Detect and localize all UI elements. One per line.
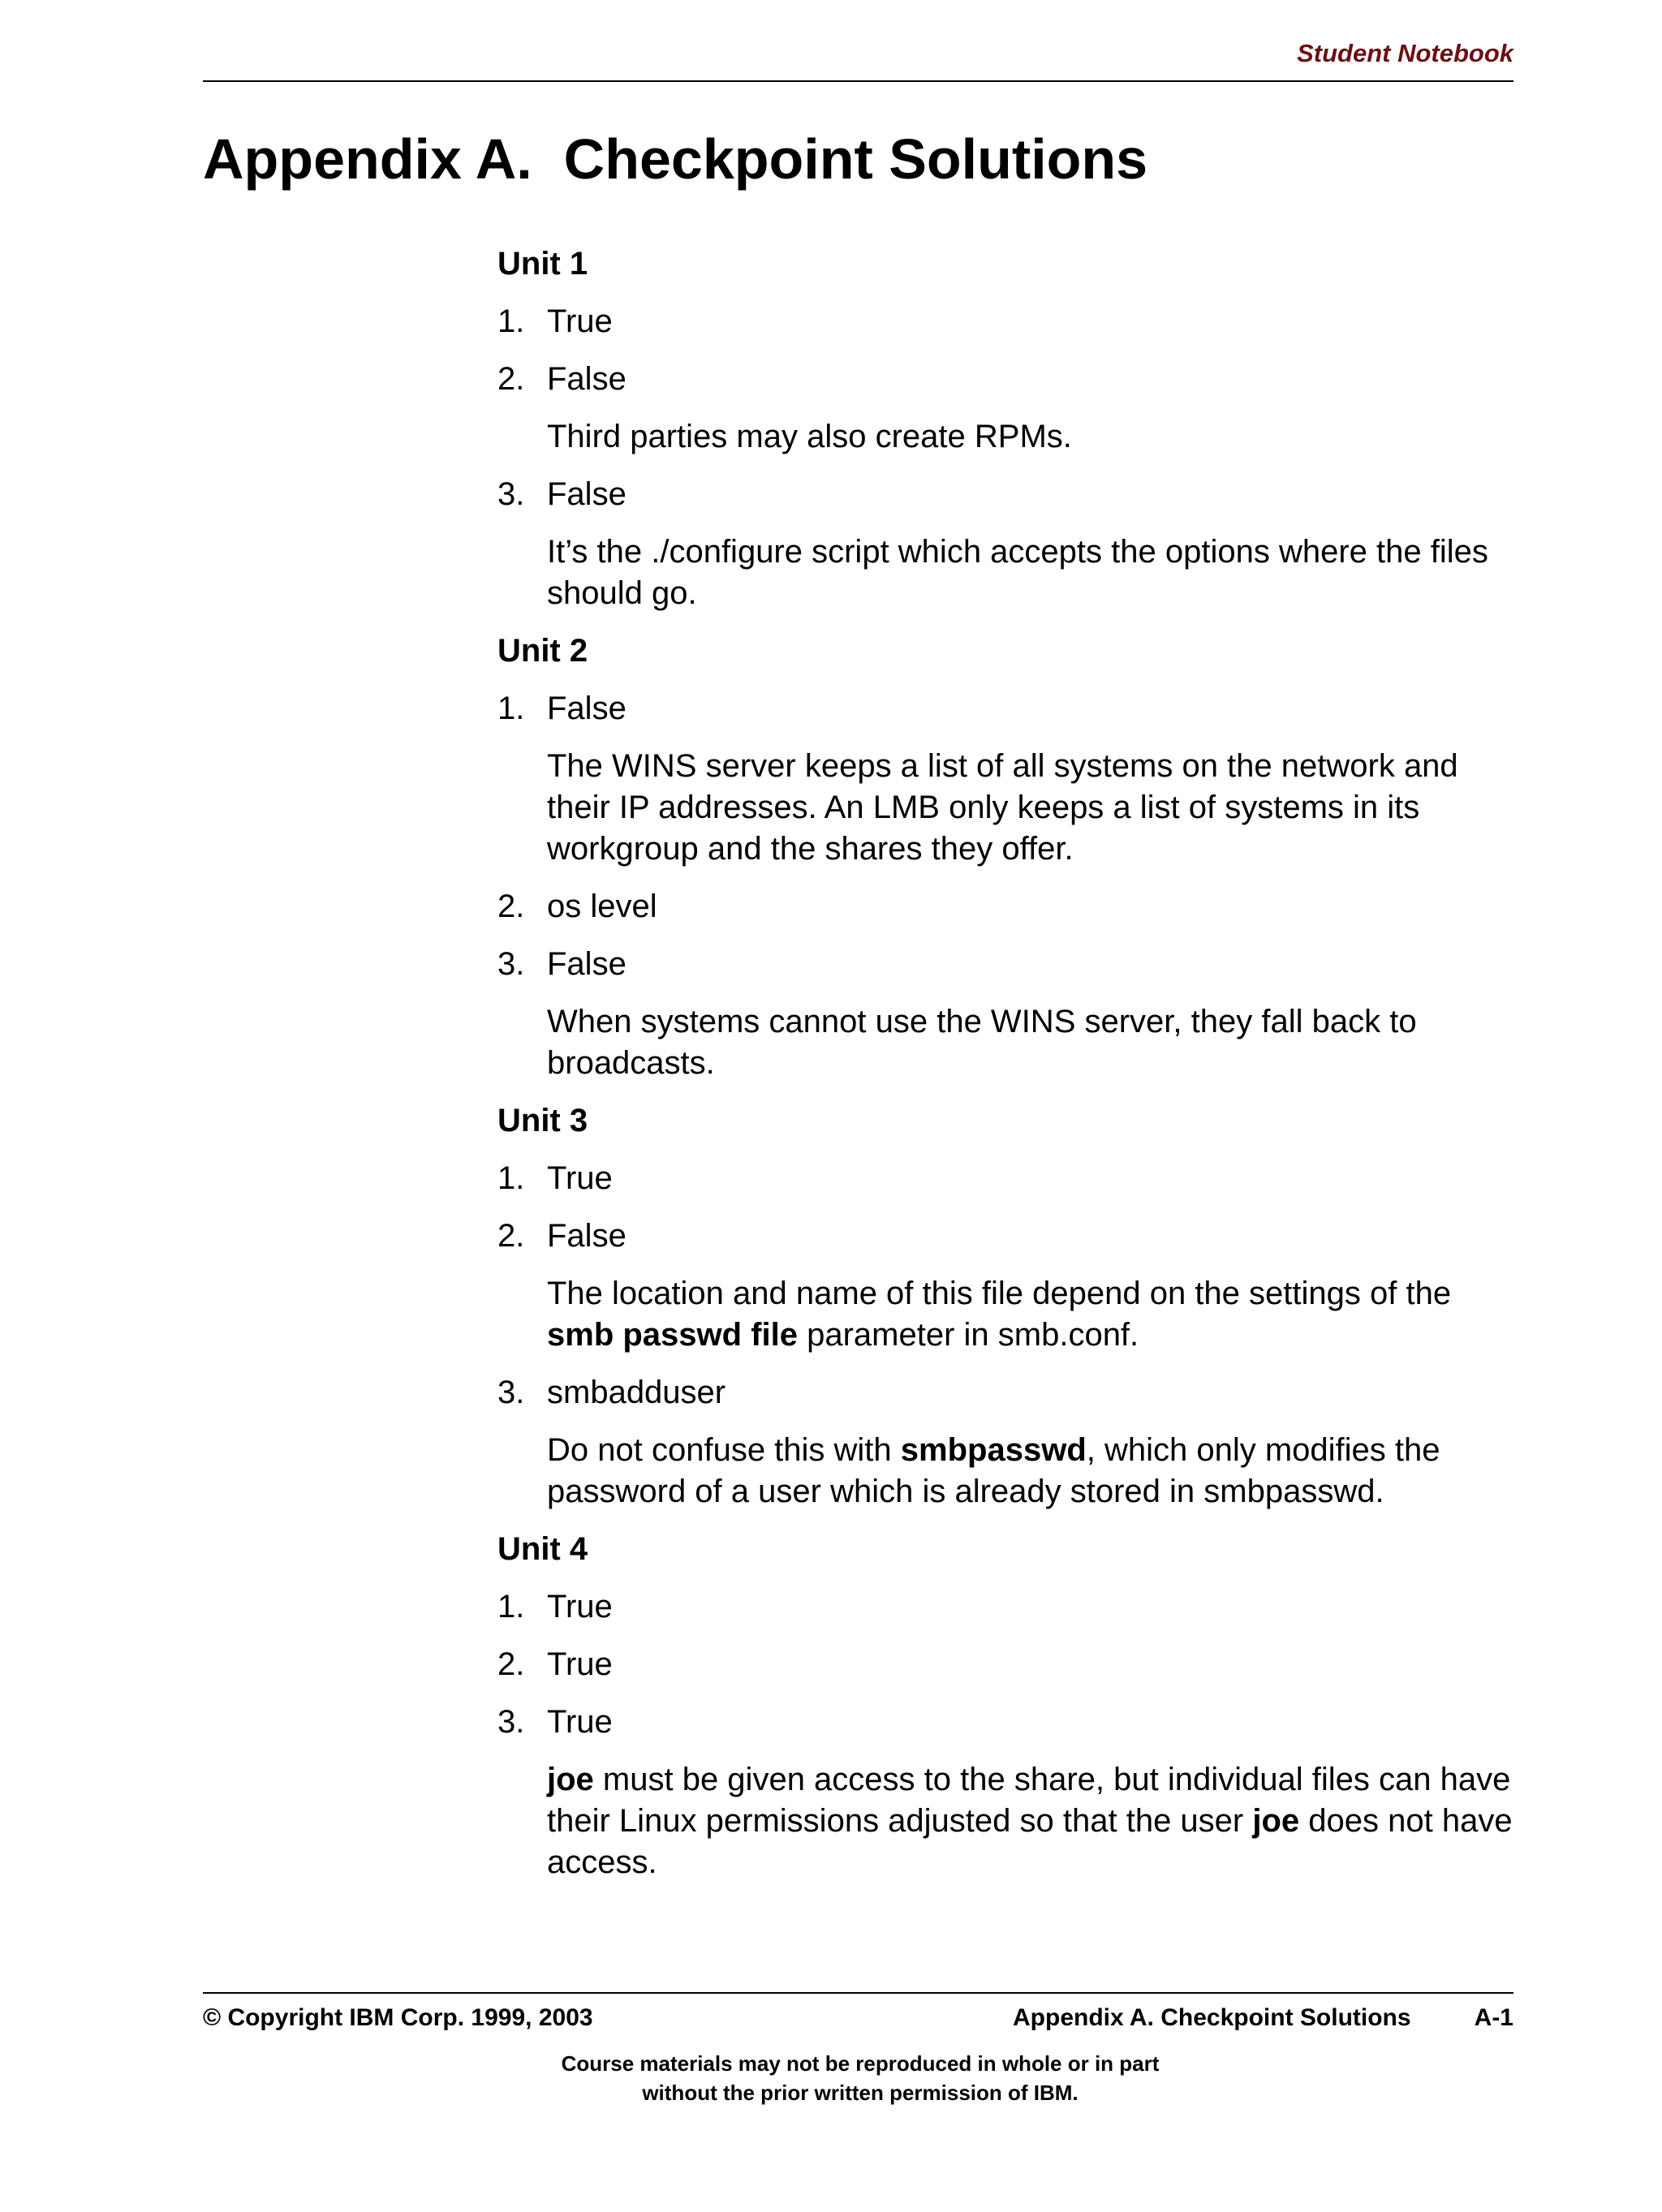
item-answer: True: [547, 1646, 613, 1682]
item-answer: True: [547, 1589, 613, 1625]
user-name: joe: [1252, 1803, 1300, 1839]
item-number: 1.: [497, 1589, 525, 1625]
checkpoint-solutions: [497, 243, 1520, 1900]
footer-page-number: A-1: [1474, 2004, 1513, 2031]
item-number: 1.: [497, 303, 525, 339]
item-explanation: It’s the ./configure script which accepts the options where the files should go.: [547, 534, 1488, 611]
list-item: [497, 1158, 1520, 1199]
item-explanation: The WINS server keeps a list of all systems on the network and their IP addresses. An LMB only keeps a list of systems in its workgroup and the shares they offer.: [547, 748, 1458, 867]
explanation-text: does not have access.: [547, 1803, 1513, 1880]
item-number: 1.: [497, 691, 525, 726]
explanation-text: must be given access to the share, but individual files can have their Linux permissions adjusted so that the user: [547, 1762, 1511, 1839]
footer-notice-line: Course materials may not be reproduced in whole or in part: [561, 2051, 1160, 2076]
header-rule: [203, 80, 1513, 82]
list-item: [497, 474, 1520, 515]
item-number: 2.: [497, 1218, 525, 1254]
unit-heading: Unit 1: [497, 246, 588, 282]
item-number: 3.: [497, 1704, 525, 1740]
item-answer: False: [547, 946, 626, 982]
footer-section-title: Appendix A. Checkpoint Solutions: [1013, 2004, 1411, 2031]
item-number: 1.: [497, 1160, 525, 1196]
item-answer: True: [547, 1704, 613, 1740]
item-number: 2.: [497, 361, 525, 397]
item-explanation: When systems cannot use the WINS server, they fall back to broadcasts.: [547, 1004, 1417, 1081]
explanation-text: The location and name of this file depend on the settings of the: [547, 1276, 1452, 1311]
item-number: 3.: [497, 476, 525, 512]
item-answer: False: [547, 691, 626, 726]
list-item: [497, 301, 1520, 342]
item-explanation: [547, 1273, 1520, 1356]
list-item: [497, 1644, 1520, 1685]
item-answer: True: [547, 1160, 613, 1196]
command-name: smbpasswd: [900, 1432, 1087, 1468]
explanation-text: Do not confuse this with: [547, 1432, 901, 1468]
item-answer: False: [547, 476, 626, 512]
item-answer: False: [547, 361, 626, 397]
unit-heading: Unit 2: [497, 633, 588, 669]
footer-rule: [203, 1992, 1513, 1994]
page-title: Appendix A. Checkpoint Solutions: [203, 127, 1148, 191]
item-answer: os level: [547, 889, 657, 924]
footer-notice-line: without the prior written permission of IBM.: [642, 2081, 1079, 2105]
item-explanation: [547, 1430, 1520, 1513]
list-item: [497, 359, 1520, 400]
unit-heading: Unit 4: [497, 1531, 588, 1567]
user-name: joe: [547, 1762, 594, 1797]
item-number: 2.: [497, 1646, 525, 1682]
item-explanation: Third parties may also create RPMs.: [547, 419, 1072, 454]
explanation-text: parameter in smb.conf.: [797, 1317, 1139, 1353]
unit-heading: Unit 3: [497, 1103, 588, 1138]
item-number: 3.: [497, 946, 525, 982]
footer-notice: [0, 2049, 1662, 2107]
header-label: Student Notebook: [1297, 39, 1513, 67]
list-item: [497, 886, 1520, 927]
footer-copyright: © Copyright IBM Corp. 1999, 2003: [203, 2004, 593, 2031]
list-item: [497, 688, 1520, 729]
list-item: [497, 1216, 1520, 1257]
list-item: [497, 944, 1520, 985]
item-number: 2.: [497, 889, 525, 924]
item-answer: False: [547, 1218, 626, 1254]
item-answer: True: [547, 303, 613, 339]
list-item: [497, 1372, 1520, 1414]
item-number: 3.: [497, 1375, 525, 1410]
item-answer: smbadduser: [547, 1375, 726, 1410]
list-item: [497, 1702, 1520, 1743]
list-item: [497, 1586, 1520, 1628]
setting-name: smb passwd file: [547, 1317, 798, 1353]
item-explanation: [547, 1759, 1520, 1883]
explanation-text: , which only modifies the password of a user which is already stored in smbpasswd.: [547, 1432, 1440, 1509]
